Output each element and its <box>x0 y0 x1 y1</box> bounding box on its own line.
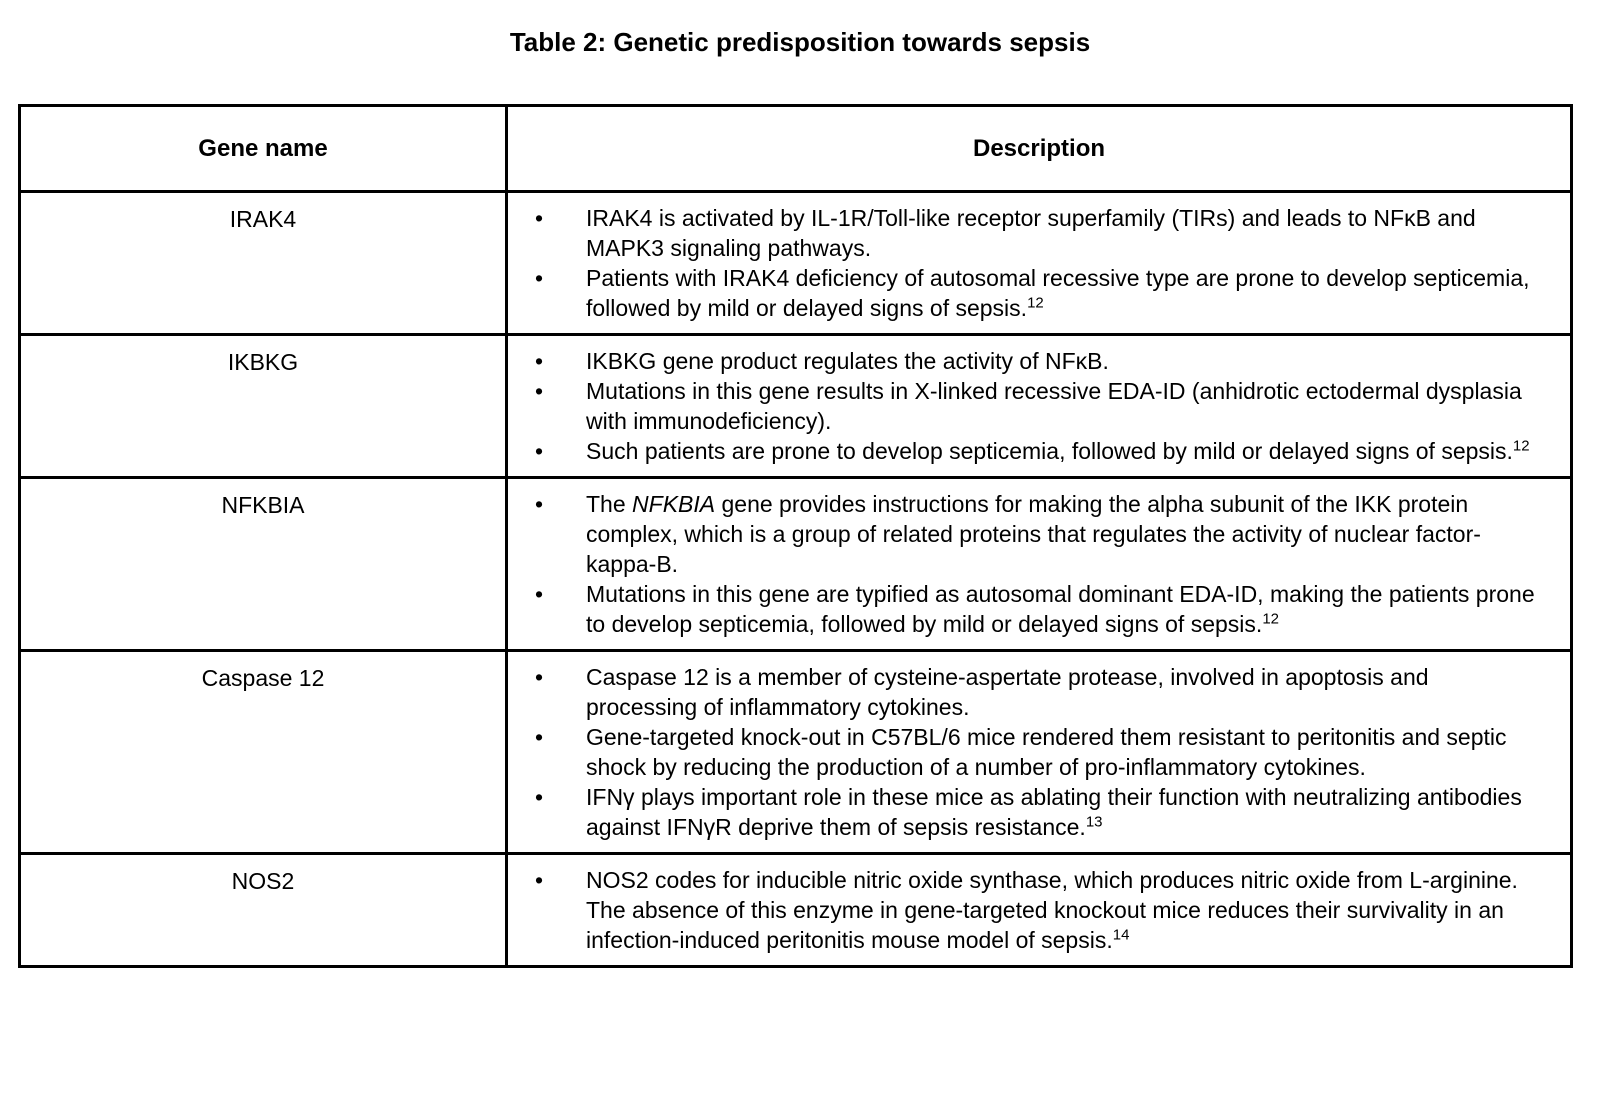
bullet-text <box>586 489 1538 579</box>
bullet-text <box>586 436 1538 466</box>
bullet-text <box>586 662 1538 722</box>
text-segment: The <box>586 491 633 517</box>
text-segment: NOS2 codes for inducible nitric oxide synthase, which produces nitric oxide from L-arginine. The absence of this enzyme in gene-targeted knockout mice reduces their survivality in an infection-induced peritonitis mouse model of sepsis. <box>586 867 1518 953</box>
bullet-icon: • <box>535 784 544 810</box>
bullet-icon: • <box>535 581 544 607</box>
page-title: Table 2: Genetic predisposition towards sepsis <box>509 27 1091 57</box>
text-segment: Such patients are prone to develop septicemia, followed by mild or delayed signs of sepsis. <box>586 438 1513 464</box>
table-body <box>20 192 1572 967</box>
bullet-text <box>586 865 1538 955</box>
citation-superscript: 14 <box>1112 926 1130 944</box>
table-row <box>20 854 1572 967</box>
bullet-text <box>586 376 1538 436</box>
bullet-item <box>508 782 1538 842</box>
text-segment: Mutations in this gene results in X-linked recessive EDA-ID (anhidrotic ectodermal dysplasia with immunodeficiency). <box>586 378 1522 434</box>
text-segment: Patients with IRAK4 deficiency of autosomal recessive type are prone to develop septicemia, followed by mild or delayed signs of sepsis. <box>586 265 1530 321</box>
text-segment: IKBKG gene product regulates the activity of NFκB. <box>586 348 1109 374</box>
text-segment: IRAK4 is activated by IL-1R/Toll-like receptor superfamily (TIRs) and leads to NFκB and MAPK3 signaling pathways. <box>586 205 1476 261</box>
bullet-item <box>508 489 1538 579</box>
gene-name-cell: NFKBIA <box>20 478 507 651</box>
bullet-icon: • <box>535 265 544 291</box>
citation-superscript: 12 <box>1512 437 1530 455</box>
description-cell <box>507 651 1572 854</box>
bullet-item <box>508 376 1538 436</box>
table-row <box>20 335 1572 478</box>
text-segment: Gene-targeted knock-out in C57BL/6 mice rendered them resistant to peritonitis and septic shock by reducing the production of a number of pro-inflammatory cytokines. <box>586 724 1507 780</box>
citation-superscript: 13 <box>1085 813 1103 831</box>
description-cell <box>507 335 1572 478</box>
text-segment: gene provides instructions for making the alpha subunit of the IKK protein complex, which is a group of related proteins that regulates the activity of nuclear factor-kappa-B. <box>586 491 1481 577</box>
bullet-icon: • <box>535 348 544 374</box>
column-header-gene-name: Gene name <box>20 106 507 192</box>
bullet-item <box>508 662 1538 722</box>
bullet-text <box>586 579 1538 639</box>
citation-superscript: 12 <box>1262 610 1279 628</box>
bullet-text <box>586 203 1538 263</box>
bullet-icon: • <box>535 205 544 231</box>
header-row <box>20 106 1572 192</box>
description-cell <box>507 478 1572 651</box>
bullet-item <box>508 722 1538 782</box>
text-segment: Caspase 12 is a member of cysteine-aspertate protease, involved in apoptosis and processing of inflammatory cytokines. <box>586 664 1429 720</box>
bullet-item <box>508 865 1538 955</box>
bullet-icon: • <box>535 378 544 404</box>
italic-gene-name: NFKBIA <box>632 491 716 517</box>
text-segment: IFNγ plays important role in these mice as ablating their function with neutralizing antibodies against IFNγR deprive them of sepsis resistance. <box>586 784 1522 840</box>
bullet-item <box>508 263 1538 323</box>
bullet-icon: • <box>535 724 544 750</box>
bullet-icon: • <box>535 664 544 690</box>
gene-name-cell: NOS2 <box>20 854 507 967</box>
table-row <box>20 651 1572 854</box>
bullet-item <box>508 203 1538 263</box>
gene-name-cell: Caspase 12 <box>20 651 507 854</box>
description-cell <box>507 192 1572 335</box>
bullet-icon: • <box>535 438 544 464</box>
bullet-text <box>586 346 1538 376</box>
citation-superscript: 12 <box>1027 294 1044 312</box>
bullet-item <box>508 579 1538 639</box>
table-row <box>20 478 1572 651</box>
genetic-predisposition-table <box>18 104 1573 968</box>
table-row <box>20 192 1572 335</box>
column-header-description: Description <box>507 106 1572 192</box>
bullet-text <box>586 263 1538 323</box>
bullet-text <box>586 722 1538 782</box>
bullet-icon: • <box>535 867 544 893</box>
bullet-item <box>508 436 1538 466</box>
bullet-text <box>586 782 1538 842</box>
table-header <box>20 106 1572 192</box>
description-cell <box>507 854 1572 967</box>
bullet-icon: • <box>535 491 544 517</box>
bullet-item <box>508 346 1538 376</box>
gene-name-cell: IKBKG <box>20 335 507 478</box>
gene-name-cell: IRAK4 <box>20 192 507 335</box>
text-segment: Mutations in this gene are typified as autosomal dominant EDA-ID, making the patients prone to develop septicemia, followed by mild or delayed signs of sepsis. <box>586 581 1535 637</box>
